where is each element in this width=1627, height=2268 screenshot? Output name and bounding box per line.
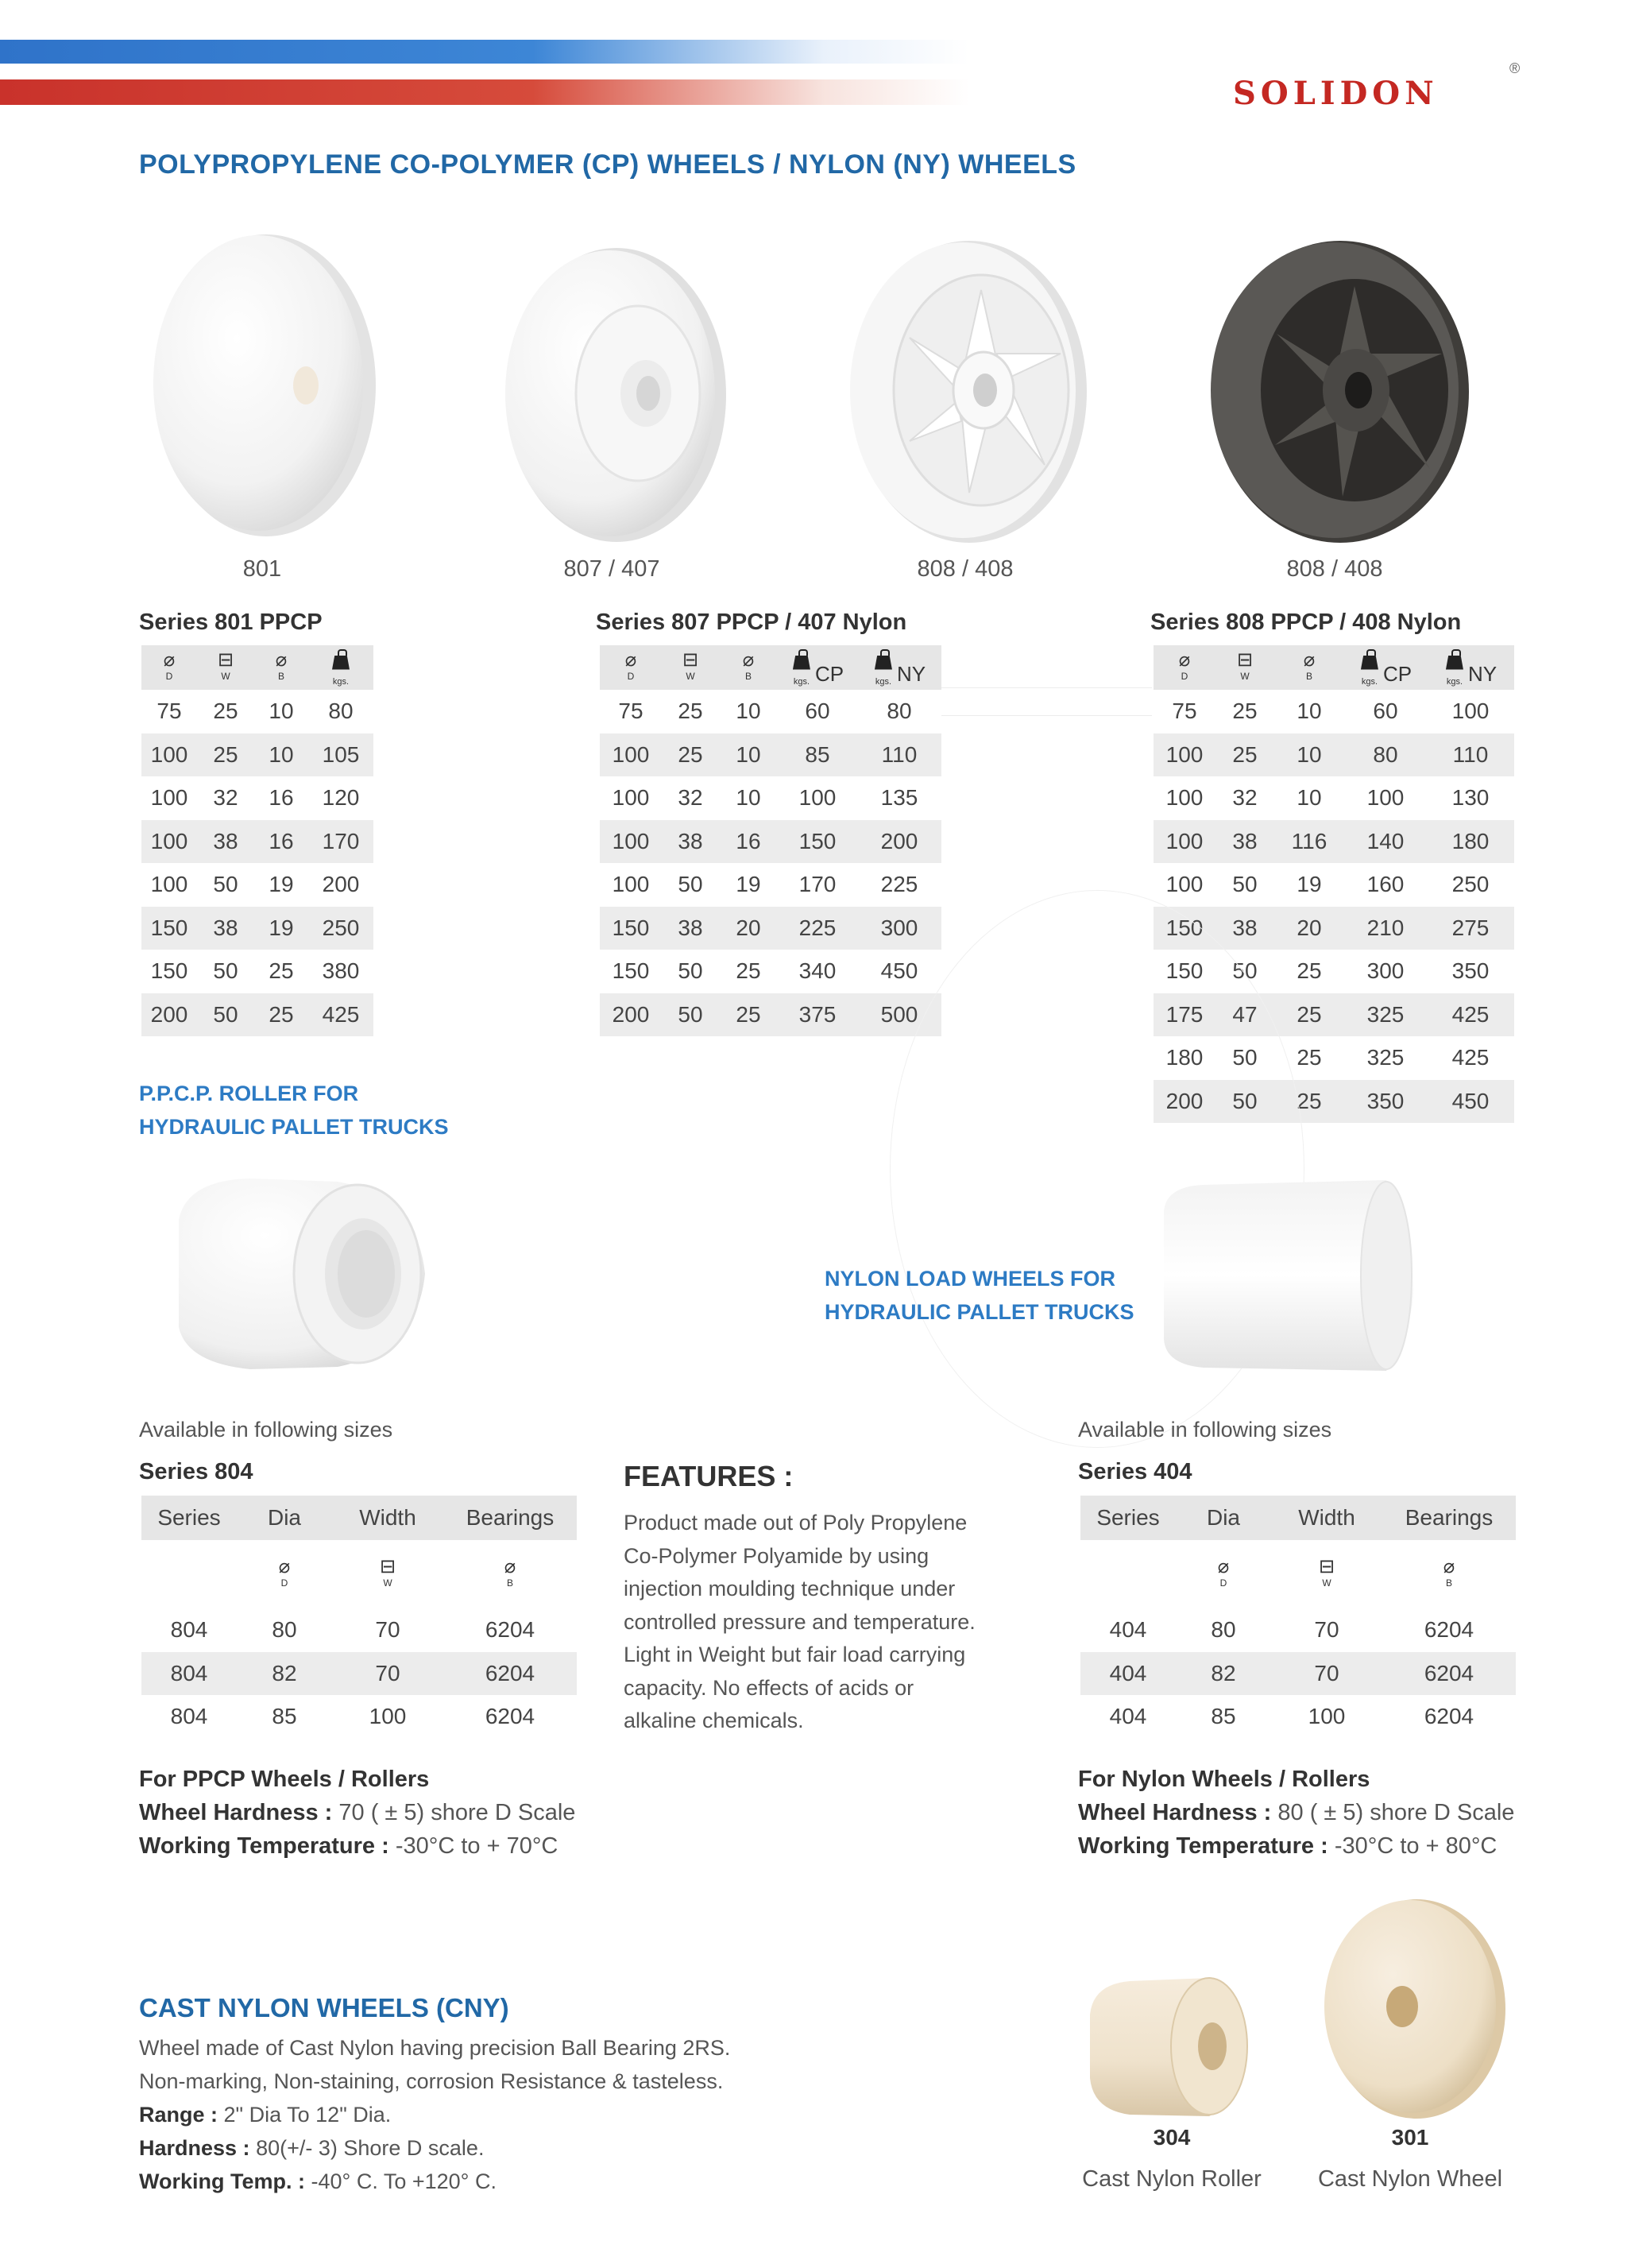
bore-icon: ⌀ B <box>254 645 308 690</box>
table-cell: 70 <box>332 1652 443 1696</box>
ppcp-hardness-value: 70 ( ± 5) shore D Scale <box>332 1800 576 1825</box>
cast-nylon-description <box>139 2031 730 2198</box>
table-cell: 85 <box>1176 1695 1271 1739</box>
bore-icon: ⌀ B <box>443 1540 577 1608</box>
table-cell: 82 <box>237 1652 332 1696</box>
table-cell: 105 <box>308 733 373 777</box>
table-cell: 6204 <box>443 1695 577 1739</box>
table-row <box>141 863 373 907</box>
empty-icon-cell <box>141 1540 237 1608</box>
series-404-table <box>1080 1496 1516 1739</box>
table-cell: 25 <box>662 733 719 777</box>
table-cell: 19 <box>1274 863 1344 907</box>
table-row <box>600 863 941 907</box>
wheel-808-white-image <box>842 234 1088 548</box>
width-icon: ⊟ W <box>1215 645 1274 690</box>
table-cell: 100 <box>778 776 857 820</box>
table-cell: 50 <box>1215 863 1274 907</box>
table-cell: 170 <box>308 820 373 864</box>
features-line: Co-Polymer Polyamide by using <box>624 1543 929 1568</box>
table-cell: 25 <box>1274 1036 1344 1080</box>
table-row <box>600 733 941 777</box>
table-cell: 200 <box>1154 1080 1215 1124</box>
series-804-title: Series 804 <box>139 1459 253 1484</box>
table-cell: 10 <box>254 690 308 733</box>
nylon-hardness-label: Wheel Hardness : <box>1078 1800 1272 1825</box>
table-cell: 38 <box>1215 820 1274 864</box>
decorative-line <box>941 715 1152 716</box>
ppcp-hardness-label: Wheel Hardness : <box>139 1800 333 1825</box>
table-cell: 80 <box>1344 733 1427 777</box>
table-cell: 25 <box>1215 690 1274 733</box>
table-cell: 100 <box>1154 776 1215 820</box>
table-cell: 150 <box>1154 950 1215 993</box>
header-blue-stripe <box>0 40 969 64</box>
nylon-load-heading <box>825 1262 1134 1329</box>
table-row <box>600 950 941 993</box>
diameter-icon: ⌀ D <box>237 1540 332 1608</box>
diameter-icon: ⌀ D <box>1176 1540 1271 1608</box>
table-cell: 100 <box>1154 863 1215 907</box>
cast-nylon-line2: Non-marking, Non-staining, corrosion Resistance & tasteless. <box>139 2069 724 2093</box>
hardness-label: Hardness : <box>139 2136 250 2160</box>
load-cp-icon: kgs. CP <box>778 645 857 690</box>
ppcp-spec-block <box>139 1763 575 1863</box>
table-cell: 170 <box>778 863 857 907</box>
table-row <box>1154 820 1514 864</box>
series-801-table <box>141 645 373 1036</box>
wheel-caption-808-black: 808 / 408 <box>1286 556 1383 582</box>
table-cell: 25 <box>719 993 778 1037</box>
table-cell: 38 <box>197 820 254 864</box>
table-row <box>1080 1608 1516 1652</box>
hardness-value: 80(+/- 3) Shore D scale. <box>249 2136 485 2160</box>
table-cell: 20 <box>719 907 778 950</box>
table-row <box>141 690 373 733</box>
width-icon: ⊟ W <box>197 645 254 690</box>
col-header-series: Series <box>141 1496 237 1540</box>
table-cell: 450 <box>857 950 941 993</box>
table-cell: 100 <box>1154 820 1215 864</box>
table-cell: 804 <box>141 1695 237 1739</box>
range-label: Range : <box>139 2103 218 2127</box>
table-cell: 10 <box>1274 776 1344 820</box>
series-801-title: Series 801 PPCP <box>139 610 323 635</box>
table-cell: 150 <box>1154 907 1215 950</box>
table-cell: 25 <box>1215 733 1274 777</box>
table-cell: 25 <box>254 993 308 1037</box>
table-cell: 19 <box>254 907 308 950</box>
table-row <box>1154 776 1514 820</box>
table-cell: 300 <box>1344 950 1427 993</box>
table-cell: 325 <box>1344 993 1427 1037</box>
col-header-bearings: Bearings <box>1382 1496 1516 1540</box>
table-cell: 25 <box>719 950 778 993</box>
table-cell: 50 <box>662 993 719 1037</box>
table-cell: 80 <box>237 1608 332 1652</box>
product-304-name: Cast Nylon Roller <box>1082 2166 1262 2192</box>
table-cell: 100 <box>141 820 197 864</box>
table-cell: 100 <box>600 776 662 820</box>
table-cell: 100 <box>600 733 662 777</box>
table-cell: 100 <box>332 1695 443 1739</box>
table-cell: 425 <box>308 993 373 1037</box>
table-cell: 120 <box>308 776 373 820</box>
table-cell: 200 <box>141 993 197 1037</box>
ppcp-temp-value: -30°C to + 70°C <box>388 1833 558 1859</box>
table-cell: 500 <box>857 993 941 1037</box>
table-cell: 50 <box>197 863 254 907</box>
table-cell: 804 <box>141 1608 237 1652</box>
decorative-line <box>941 687 1152 688</box>
registered-mark: ® <box>1509 60 1521 76</box>
table-cell: 804 <box>141 1652 237 1696</box>
table-cell: 160 <box>1344 863 1427 907</box>
load-ny-icon: kgs. NY <box>857 645 941 690</box>
nylon-temp-value: -30°C to + 80°C <box>1327 1833 1498 1859</box>
table-cell: 70 <box>332 1608 443 1652</box>
col-header-width: Width <box>332 1496 443 1540</box>
cast-nylon-roller-image <box>1082 1967 1253 2126</box>
table-cell: 100 <box>1154 733 1215 777</box>
range-value: 2" Dia To 12" Dia. <box>218 2103 392 2127</box>
load-weight-icon: kgs. <box>308 645 373 690</box>
diameter-icon: ⌀ D <box>600 645 662 690</box>
nylon-spec-block <box>1078 1763 1514 1863</box>
right-available-text: Available in following sizes <box>1078 1418 1332 1442</box>
table-cell: 100 <box>141 733 197 777</box>
ppcp-for-label: For PPCP Wheels / Rollers <box>139 1767 430 1792</box>
table-row <box>141 993 373 1037</box>
features-text <box>624 1507 976 1738</box>
nylon-temp-label: Working Temperature : <box>1078 1833 1328 1859</box>
table-cell: 70 <box>1271 1652 1382 1696</box>
table-cell: 225 <box>857 863 941 907</box>
bore-icon: ⌀ B <box>719 645 778 690</box>
table-cell: 340 <box>778 950 857 993</box>
working-temp-value: -40° C. To +120° C. <box>305 2169 497 2193</box>
nylon-load-wheel-image <box>1156 1180 1418 1375</box>
table-cell: 16 <box>254 776 308 820</box>
col-header-bearings: Bearings <box>443 1496 577 1540</box>
table-cell: 6204 <box>443 1652 577 1696</box>
col-header-dia: Dia <box>1176 1496 1271 1540</box>
table-cell: 50 <box>197 993 254 1037</box>
width-icon: ⊟ W <box>662 645 719 690</box>
table-row <box>141 1652 577 1696</box>
table-cell: 380 <box>308 950 373 993</box>
header-red-stripe <box>0 79 969 105</box>
table-cell: 130 <box>1427 776 1514 820</box>
table-cell: 100 <box>600 863 662 907</box>
table-cell: 50 <box>1215 1080 1274 1124</box>
features-heading: FEATURES : <box>624 1460 794 1492</box>
table-cell: 200 <box>857 820 941 864</box>
table-cell: 425 <box>1427 993 1514 1037</box>
working-temp-label: Working Temp. : <box>139 2169 305 2193</box>
table-cell: 75 <box>1154 690 1215 733</box>
ppcp-roller-heading-line1: P.P.C.P. ROLLER FOR <box>139 1082 359 1105</box>
table-cell: 150 <box>141 950 197 993</box>
table-cell: 10 <box>719 733 778 777</box>
table-cell: 50 <box>1215 950 1274 993</box>
table-cell: 10 <box>719 776 778 820</box>
diameter-icon: ⌀ D <box>141 645 197 690</box>
brand-logo: SOLIDON <box>1233 75 1439 112</box>
table-row <box>600 820 941 864</box>
series-807-table <box>600 645 941 1036</box>
col-header-width: Width <box>1271 1496 1382 1540</box>
table-cell: 425 <box>1427 1036 1514 1080</box>
table-row <box>1154 690 1514 733</box>
load-cp-icon: kgs. CP <box>1344 645 1427 690</box>
features-line: Light in Weight but fair load carrying <box>624 1643 966 1666</box>
table-row <box>600 907 941 950</box>
series-808-title: Series 808 PPCP / 408 Nylon <box>1150 610 1462 635</box>
table-row <box>141 776 373 820</box>
table-cell: 150 <box>600 950 662 993</box>
table-cell: 110 <box>857 733 941 777</box>
nylon-hardness-value: 80 ( ± 5) shore D Scale <box>1271 1800 1515 1825</box>
table-row <box>141 907 373 950</box>
table-cell: 450 <box>1427 1080 1514 1124</box>
table-cell: 38 <box>197 907 254 950</box>
cast-nylon-wheel-image <box>1315 1895 1509 2122</box>
left-available-text: Available in following sizes <box>139 1418 393 1442</box>
width-icon: ⊟ W <box>1271 1540 1382 1608</box>
nylon-load-heading-line1: NYLON LOAD WHEELS FOR <box>825 1267 1115 1291</box>
table-cell: 100 <box>141 776 197 820</box>
table-cell: 6204 <box>1382 1608 1516 1652</box>
table-cell: 50 <box>662 950 719 993</box>
table-cell: 47 <box>1215 993 1274 1037</box>
empty-icon-cell <box>1080 1540 1176 1608</box>
table-cell: 16 <box>254 820 308 864</box>
features-line: alkaline chemicals. <box>624 1709 804 1732</box>
table-cell: 25 <box>1274 993 1344 1037</box>
table-cell: 200 <box>600 993 662 1037</box>
table-cell: 404 <box>1080 1652 1176 1696</box>
table-cell: 275 <box>1427 907 1514 950</box>
table-cell: 325 <box>1344 1036 1427 1080</box>
cast-nylon-title: CAST NYLON WHEELS (CNY) <box>139 1993 509 2022</box>
ppcp-roller-image <box>155 1172 437 1375</box>
table-cell: 25 <box>1274 950 1344 993</box>
table-cell: 100 <box>1344 776 1427 820</box>
table-cell: 10 <box>1274 733 1344 777</box>
product-304-number: 304 <box>1153 2125 1191 2150</box>
table-cell: 375 <box>778 993 857 1037</box>
table-cell: 50 <box>662 863 719 907</box>
table-row <box>141 1608 577 1652</box>
table-cell: 25 <box>197 733 254 777</box>
features-line: injection moulding technique under <box>624 1577 956 1600</box>
table-cell: 100 <box>1271 1695 1382 1739</box>
table-cell: 150 <box>141 907 197 950</box>
table-cell: 10 <box>1274 690 1344 733</box>
table-cell: 50 <box>197 950 254 993</box>
table-cell: 82 <box>1176 1652 1271 1696</box>
table-cell: 135 <box>857 776 941 820</box>
table-row <box>600 776 941 820</box>
table-cell: 150 <box>600 907 662 950</box>
table-cell: 200 <box>308 863 373 907</box>
product-301-number: 301 <box>1391 2125 1429 2150</box>
series-404-title: Series 404 <box>1078 1459 1192 1484</box>
table-cell: 300 <box>857 907 941 950</box>
table-cell: 75 <box>141 690 197 733</box>
table-cell: 150 <box>778 820 857 864</box>
table-cell: 80 <box>308 690 373 733</box>
table-cell: 32 <box>1215 776 1274 820</box>
table-cell: 100 <box>141 863 197 907</box>
table-cell: 25 <box>197 690 254 733</box>
bore-icon: ⌀ B <box>1382 1540 1516 1608</box>
features-line: capacity. No effects of acids or <box>624 1675 914 1700</box>
load-ny-icon: kgs. NY <box>1427 645 1514 690</box>
table-cell: 32 <box>197 776 254 820</box>
table-cell: 110 <box>1427 733 1514 777</box>
table-row <box>600 690 941 733</box>
table-cell: 19 <box>719 863 778 907</box>
features-line: controlled pressure and temperature. <box>624 1609 976 1634</box>
bore-icon: ⌀ B <box>1274 645 1344 690</box>
table-cell: 404 <box>1080 1608 1176 1652</box>
table-cell: 180 <box>1427 820 1514 864</box>
table-cell: 38 <box>662 907 719 950</box>
table-cell: 85 <box>778 733 857 777</box>
table-cell: 50 <box>1215 1036 1274 1080</box>
table-cell: 225 <box>778 907 857 950</box>
page-title: POLYPROPYLENE CO-POLYMER (CP) WHEELS / NYLON (NY) WHEELS <box>139 149 1076 180</box>
wheel-caption-807: 807 / 407 <box>563 556 660 582</box>
table-cell: 6204 <box>443 1608 577 1652</box>
table-cell: 6204 <box>1382 1652 1516 1696</box>
table-row <box>141 820 373 864</box>
table-row <box>141 950 373 993</box>
diameter-icon: ⌀ D <box>1154 645 1215 690</box>
table-cell: 25 <box>1274 1080 1344 1124</box>
table-cell: 175 <box>1154 993 1215 1037</box>
ppcp-temp-label: Working Temperature : <box>139 1833 389 1859</box>
wheel-807-image <box>499 242 729 548</box>
table-cell: 10 <box>254 733 308 777</box>
nylon-load-heading-line2: HYDRAULIC PALLET TRUCKS <box>825 1300 1134 1324</box>
table-cell: 140 <box>1344 820 1427 864</box>
table-cell: 6204 <box>1382 1695 1516 1739</box>
wheel-caption-808-white: 808 / 408 <box>917 556 1014 582</box>
table-cell: 25 <box>662 690 719 733</box>
table-cell: 16 <box>719 820 778 864</box>
table-cell: 404 <box>1080 1695 1176 1739</box>
table-row <box>1154 733 1514 777</box>
table-cell: 80 <box>857 690 941 733</box>
table-cell: 38 <box>662 820 719 864</box>
table-cell: 75 <box>600 690 662 733</box>
table-cell: 60 <box>1344 690 1427 733</box>
col-header-series: Series <box>1080 1496 1176 1540</box>
table-cell: 70 <box>1271 1608 1382 1652</box>
table-cell: 25 <box>254 950 308 993</box>
table-cell: 100 <box>600 820 662 864</box>
width-icon: ⊟ W <box>332 1540 443 1608</box>
wheel-808-black-image <box>1204 234 1474 548</box>
table-cell: 38 <box>1215 907 1274 950</box>
table-cell: 60 <box>778 690 857 733</box>
table-row <box>1154 863 1514 907</box>
ppcp-roller-heading <box>139 1077 448 1144</box>
product-301-name: Cast Nylon Wheel <box>1317 2166 1503 2192</box>
series-804-table <box>141 1496 577 1739</box>
table-row <box>141 1695 577 1739</box>
table-row <box>1080 1695 1516 1739</box>
table-row <box>141 733 373 777</box>
features-line: Product made out of Poly Propylene <box>624 1511 968 1535</box>
table-cell: 250 <box>308 907 373 950</box>
table-cell: 250 <box>1427 863 1514 907</box>
table-cell: 19 <box>254 863 308 907</box>
col-header-dia: Dia <box>237 1496 332 1540</box>
table-cell: 350 <box>1427 950 1514 993</box>
table-cell: 10 <box>719 690 778 733</box>
nylon-for-label: For Nylon Wheels / Rollers <box>1078 1767 1370 1792</box>
table-cell: 210 <box>1344 907 1427 950</box>
table-cell: 100 <box>1427 690 1514 733</box>
table-cell: 20 <box>1274 907 1344 950</box>
cast-nylon-line1: Wheel made of Cast Nylon having precision Ball Bearing 2RS. <box>139 2036 731 2060</box>
wheel-caption-801: 801 <box>242 556 282 582</box>
ppcp-roller-heading-line2: HYDRAULIC PALLET TRUCKS <box>139 1115 449 1139</box>
table-cell: 350 <box>1344 1080 1427 1124</box>
series-807-title: Series 807 PPCP / 407 Nylon <box>596 610 907 635</box>
table-row <box>600 993 941 1037</box>
table-cell: 80 <box>1176 1608 1271 1652</box>
table-cell: 85 <box>237 1695 332 1739</box>
table-row <box>1080 1652 1516 1696</box>
table-cell: 180 <box>1154 1036 1215 1080</box>
table-cell: 32 <box>662 776 719 820</box>
wheel-801-image <box>147 226 377 540</box>
table-cell: 116 <box>1274 820 1344 864</box>
